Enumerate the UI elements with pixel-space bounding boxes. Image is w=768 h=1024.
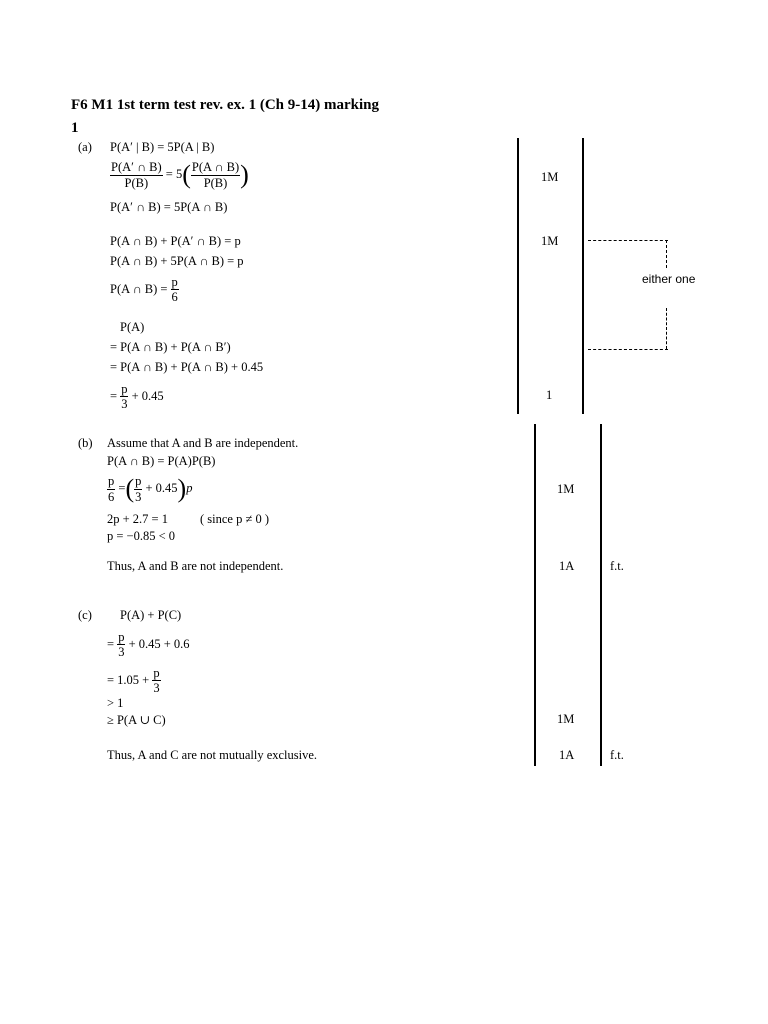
line10-eq: =: [110, 388, 118, 403]
part-b-line2: P(A ∩ B) = P(A)P(B): [107, 454, 216, 468]
line3-tail: p: [186, 480, 193, 495]
part-c-mark-1: 1M: [557, 712, 575, 726]
either-one-bracket-lower: [666, 308, 667, 349]
part-a-line8: = P(A ∩ B) + P(A ∩ B′): [110, 340, 231, 354]
line2-eq: =: [107, 636, 115, 651]
frac-den: 3: [118, 645, 125, 660]
part-a-mark-2: 1M: [541, 234, 559, 248]
part-c-line6: Thus, A and C are not mutually exclusive.: [107, 748, 318, 762]
line3-inner-rest: + 0.45: [145, 480, 178, 495]
part-a-mark-1: 1M: [541, 170, 559, 184]
frac-den: 3: [135, 489, 142, 504]
frac-num: p: [121, 382, 128, 396]
frac-den: P(B): [124, 175, 149, 190]
mark-column-right-border: [582, 138, 584, 414]
part-c-line3: [107, 666, 161, 696]
either-one-bracket-top: [588, 240, 668, 241]
part-a-line4: P(A ∩ B) + P(A′ ∩ B) = p: [110, 234, 241, 248]
part-b-ft-note: f.t.: [610, 559, 624, 573]
part-b-mark-1: 1M: [557, 482, 575, 496]
frac-num: P(A ∩ B): [191, 160, 240, 175]
either-one-note: either one: [642, 272, 696, 286]
frac-num: p: [135, 474, 142, 489]
part-a-line2: $\frac{P(A' \cap B)}{P(B)}$ = 5( $\frac{P(A \cap B)}{P(B)}$ ): [111, 160, 249, 190]
either-one-bracket-bottom: [588, 349, 668, 350]
frac-den: P(B): [203, 175, 228, 190]
part-b-line3: $\frac{p}{6}$ =( $\frac{p}{3}$ + 0.45)p: [108, 474, 193, 504]
part-a-line9: = P(A ∩ B) + P(A ∩ B) + 0.45: [110, 360, 264, 374]
part-a-line7: P(A): [120, 320, 145, 334]
either-one-bracket-upper: [666, 240, 667, 268]
part-b-line4-note: ( since p ≠ 0 ): [200, 512, 269, 526]
mark-column-right-border-bc: [600, 424, 602, 766]
part-c-label: (c): [78, 608, 92, 622]
part-b-mark-2: 1A: [559, 559, 575, 573]
part-a-label: (a): [78, 140, 92, 154]
part-c-mark-2: 1A: [559, 748, 575, 762]
part-c-line4: > 1: [107, 696, 124, 710]
line3-lhs: = 1.05 +: [107, 672, 150, 687]
part-a-mark-3: 1: [546, 388, 553, 402]
part-a-line5: P(A ∩ B) + 5P(A ∩ B) = p: [110, 254, 244, 268]
frac-num: P(A′ ∩ B): [111, 160, 162, 175]
part-a-line6: [110, 275, 179, 305]
part-a-line1: P(A′ | B) = 5P(A | B): [110, 140, 215, 154]
question-number: 1: [71, 120, 79, 136]
line6-lhs: P(A ∩ B) =: [110, 281, 168, 296]
page-title: F6 M1 1st term test rev. ex. 1 (Ch 9-14) marking: [71, 97, 379, 113]
line2-rest: + 0.45 + 0.6: [128, 636, 190, 651]
frac-num: p: [108, 474, 115, 489]
equals-five: = 5: [165, 166, 183, 181]
frac-den: 3: [121, 397, 128, 412]
frac-den: 3: [153, 681, 160, 696]
mark-column-left-border-bc: [534, 424, 536, 766]
frac-num: p: [153, 666, 160, 680]
part-c-ft-note: f.t.: [610, 748, 624, 762]
part-a-line3: P(A′ ∩ B) = 5P(A ∩ B): [110, 200, 228, 214]
line3-eq: =: [118, 480, 126, 495]
part-b-line5: p = −0.85 < 0: [107, 529, 176, 543]
line10-rest: + 0.45: [131, 388, 164, 403]
part-c-line1: P(A) + P(C): [120, 608, 182, 622]
frac-den: 6: [108, 489, 115, 504]
part-b-line1: Assume that A and B are independent.: [107, 436, 299, 450]
part-c-line2: [107, 630, 190, 660]
part-b-line6: Thus, A and B are not independent.: [107, 559, 284, 573]
part-b-label: (b): [78, 436, 93, 450]
frac-den: 6: [171, 290, 178, 305]
part-c-line5: ≥ P(A ∪ C): [107, 713, 166, 727]
frac-num: p: [118, 630, 125, 644]
frac-num: p: [171, 275, 178, 289]
mark-column-left-border: [517, 138, 519, 414]
part-a-line10: [110, 382, 164, 412]
part-b-line4: 2p + 2.7 = 1: [107, 512, 168, 526]
